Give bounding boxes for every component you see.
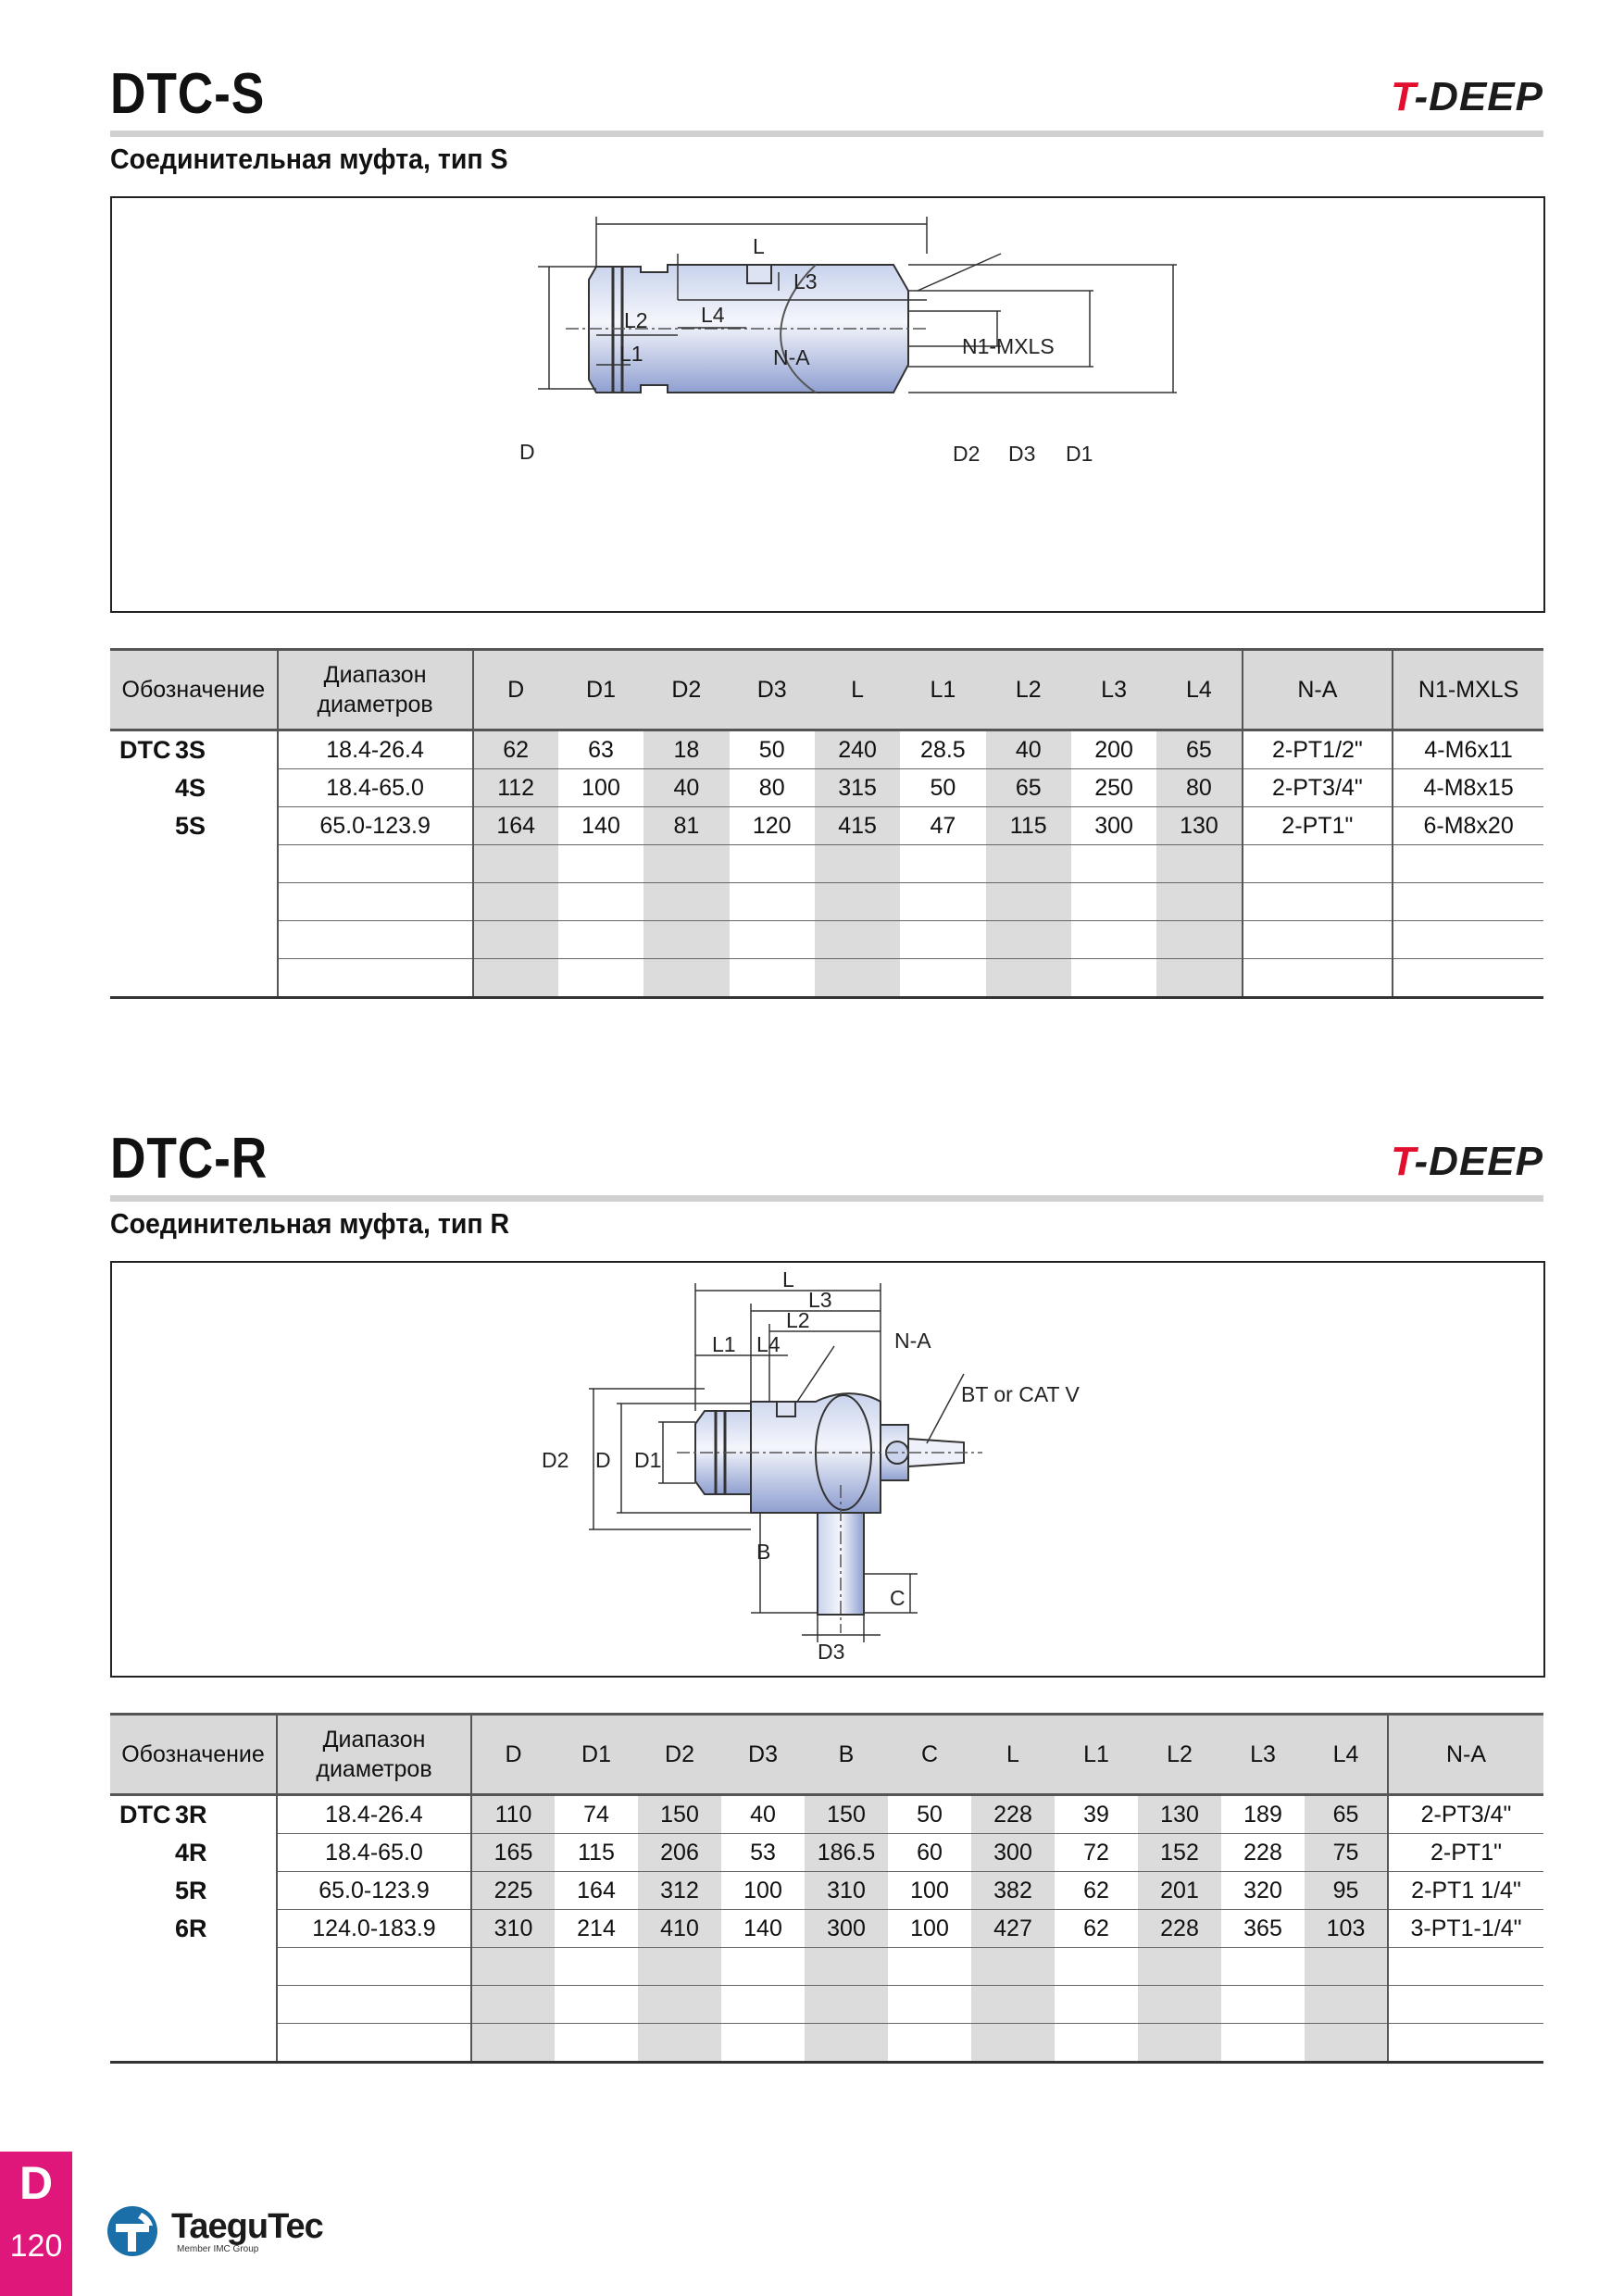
spec-table-dtc-r (110, 1713, 1543, 2064)
col-header: L1 (900, 650, 985, 730)
col-header: L3 (1221, 1715, 1305, 1795)
cell: 410 (638, 1910, 721, 1948)
cell: 62 (1055, 1910, 1138, 1948)
cell: 65 (1305, 1795, 1388, 1834)
dim-label-B: B (756, 1540, 771, 1564)
cell: 315 (815, 769, 900, 807)
cell: 3-PT1-1/4" (1388, 1910, 1543, 1948)
cell-designation: 5R (175, 1876, 207, 1904)
cell: 150 (805, 1795, 888, 1834)
cell: 63 (558, 730, 643, 769)
cell: 165 (471, 1834, 555, 1872)
section-subtitle: Соединительная муфта, тип S (110, 143, 508, 175)
dim-label-D1: D1 (1066, 442, 1093, 466)
title-rule (110, 131, 1543, 137)
cell-designation: 4R (175, 1838, 207, 1866)
cell: 130 (1156, 807, 1242, 845)
cell: 320 (1221, 1872, 1305, 1910)
cell: 300 (1071, 807, 1156, 845)
table-header-row (110, 650, 1543, 730)
cell: 18 (643, 730, 729, 769)
cell: 124.0-183.9 (277, 1910, 471, 1948)
table-row-empty (110, 1986, 1543, 2024)
table-row (110, 1795, 1543, 1834)
cell-designation: 5S (175, 811, 206, 840)
cell: 28.5 (900, 730, 985, 769)
cell: 115 (555, 1834, 638, 1872)
table-row-empty (110, 959, 1543, 998)
col-header: L2 (986, 650, 1071, 730)
dim-label-L: L (782, 1267, 794, 1292)
cell: 228 (1221, 1834, 1305, 1872)
cell: 312 (638, 1872, 721, 1910)
dim-label-L4: L4 (756, 1332, 781, 1356)
col-header: D (471, 1715, 555, 1795)
title-rule (110, 1195, 1543, 1202)
cell: 75 (1305, 1834, 1388, 1872)
company-tagline: Member IMC Group (177, 2244, 259, 2254)
cell: 74 (555, 1795, 638, 1834)
cell: 2-PT1" (1388, 1834, 1543, 1872)
table-header-row (110, 1715, 1543, 1795)
table-row-empty (110, 845, 1543, 883)
col-header: D3 (730, 650, 815, 730)
cell: 112 (473, 769, 558, 807)
col-header: L2 (1138, 1715, 1221, 1795)
table-row (110, 1834, 1543, 1872)
taegutec-emblem-icon (105, 2203, 164, 2259)
table-row-empty (110, 1948, 1543, 1986)
cell: 2-PT1" (1243, 807, 1393, 845)
series-prefix: DTC (119, 1800, 171, 1828)
cell: 80 (1156, 769, 1242, 807)
cell: 40 (721, 1795, 805, 1834)
cell: 95 (1305, 1872, 1388, 1910)
col-header: L (971, 1715, 1055, 1795)
col-header: Обозначение (110, 650, 278, 730)
cell: 18.4-26.4 (277, 1795, 471, 1834)
drawing-svg (112, 198, 1543, 611)
cell: 152 (1138, 1834, 1221, 1872)
section-tab (0, 2152, 72, 2296)
cell-designation: 6R (175, 1914, 207, 1942)
col-header: L4 (1156, 650, 1242, 730)
cell: 18.4-26.4 (278, 730, 473, 769)
cell: 18.4-65.0 (278, 769, 473, 807)
col-header: D1 (555, 1715, 638, 1795)
col-header: N-A (1243, 650, 1393, 730)
dim-label-D2: D2 (542, 1448, 569, 1472)
drawing-svg (112, 1263, 1543, 1676)
cell: 39 (1055, 1795, 1138, 1834)
cell: 6-M8x20 (1393, 807, 1543, 845)
dim-label-L1: L1 (712, 1332, 736, 1356)
cell-designation: DTC 3S (119, 735, 206, 764)
dim-label-BT: BT or CAT V (961, 1382, 1080, 1406)
table-row-empty (110, 921, 1543, 959)
company-wordmark: TaeguTec (171, 2207, 323, 2246)
cell: 240 (815, 730, 900, 769)
cell: 201 (1138, 1872, 1221, 1910)
dim-label-L3: L3 (808, 1288, 832, 1312)
cell: 415 (815, 807, 900, 845)
page-number: 120 (9, 2228, 63, 2264)
cell: 50 (730, 730, 815, 769)
table-row (110, 1910, 1543, 1948)
dim-label-L2: L2 (624, 308, 648, 332)
col-header: L (815, 650, 900, 730)
col-header: L3 (1071, 650, 1156, 730)
cell-designation: DTC 3R (119, 1800, 207, 1828)
cell: 40 (643, 769, 729, 807)
cell: 18.4-65.0 (277, 1834, 471, 1872)
cell: 164 (473, 807, 558, 845)
cell: 65.0-123.9 (278, 807, 473, 845)
table-row-empty (110, 883, 1543, 921)
series-prefix: DTC (119, 735, 171, 764)
dim-label-NA: N-A (894, 1329, 931, 1353)
cell-designation: 4S (175, 773, 206, 802)
dim-label-L2: L2 (786, 1308, 810, 1332)
cell: 103 (1305, 1910, 1388, 1948)
cell: 300 (971, 1834, 1055, 1872)
cell: 214 (555, 1910, 638, 1948)
cell: 50 (900, 769, 985, 807)
dim-label-L3: L3 (793, 269, 818, 293)
table-row-empty (110, 2024, 1543, 2063)
table-row (110, 730, 1543, 769)
cell: 2-PT3/4" (1388, 1795, 1543, 1834)
cell: 2-PT1/2" (1243, 730, 1393, 769)
cell: 4-M6x11 (1393, 730, 1543, 769)
cell: 2-PT1 1/4" (1388, 1872, 1543, 1910)
cell: 186.5 (805, 1834, 888, 1872)
technical-drawing-dtc-s (110, 196, 1545, 613)
dim-label-N1: N1-MXLS (962, 334, 1055, 358)
cell: 40 (986, 730, 1071, 769)
col-header: D3 (721, 1715, 805, 1795)
cell: 72 (1055, 1834, 1138, 1872)
cell: 164 (555, 1872, 638, 1910)
cell: 110 (471, 1795, 555, 1834)
col-header: N-A (1388, 1715, 1543, 1795)
cell: 115 (986, 807, 1071, 845)
dim-label-D2: D2 (953, 442, 981, 466)
dim-label-D: D (595, 1448, 611, 1472)
col-header: Диапазон диаметров (278, 650, 473, 730)
cell: 65.0-123.9 (277, 1872, 471, 1910)
cell: 140 (558, 807, 643, 845)
cell: 65 (1156, 730, 1242, 769)
col-header: D (473, 650, 558, 730)
col-header: D1 (558, 650, 643, 730)
company-logo (105, 2203, 323, 2259)
cell: 100 (888, 1910, 971, 1948)
brand-logo: T-DEEP (1391, 74, 1543, 119)
dim-label-L: L (753, 234, 765, 258)
col-header: N1-MXLS (1393, 650, 1543, 730)
table-row (110, 769, 1543, 807)
col-header: Обозначение (110, 1715, 277, 1795)
spec-table-dtc-s (110, 648, 1543, 999)
cell: 62 (1055, 1872, 1138, 1910)
technical-drawing-dtc-r (110, 1261, 1545, 1678)
col-header: L1 (1055, 1715, 1138, 1795)
cell: 81 (643, 807, 729, 845)
cell: 206 (638, 1834, 721, 1872)
col-header: Диапазон диаметров (277, 1715, 471, 1795)
cell: 50 (888, 1795, 971, 1834)
table-row (110, 1872, 1543, 1910)
dim-label-C: C (890, 1586, 906, 1610)
cell: 250 (1071, 769, 1156, 807)
cell: 140 (721, 1910, 805, 1948)
section-letter: D (19, 2157, 54, 2209)
dim-label-L1: L1 (619, 342, 643, 366)
dim-label-D3: D3 (1008, 442, 1036, 466)
cell: 300 (805, 1910, 888, 1948)
cell: 228 (1138, 1910, 1221, 1948)
cell: 228 (971, 1795, 1055, 1834)
cell: 150 (638, 1795, 721, 1834)
cell: 427 (971, 1910, 1055, 1948)
cell: 382 (971, 1872, 1055, 1910)
col-header: C (888, 1715, 971, 1795)
cell: 189 (1221, 1795, 1305, 1834)
cell: 310 (805, 1872, 888, 1910)
cell: 47 (900, 807, 985, 845)
section-subtitle: Соединительная муфта, тип R (110, 1207, 510, 1240)
brand-logo: T-DEEP (1391, 1139, 1543, 1184)
table-row (110, 807, 1543, 845)
dim-label-NA: N-A (773, 345, 810, 369)
cell: 130 (1138, 1795, 1221, 1834)
cell: 62 (473, 730, 558, 769)
cell: 310 (471, 1910, 555, 1948)
dim-label-D: D (519, 440, 535, 464)
cell: 100 (721, 1872, 805, 1910)
dim-label-D1: D1 (634, 1448, 662, 1472)
cell: 100 (558, 769, 643, 807)
col-header: B (805, 1715, 888, 1795)
cell: 100 (888, 1872, 971, 1910)
col-header: L4 (1305, 1715, 1388, 1795)
dim-label-D3: D3 (818, 1640, 845, 1664)
cell: 365 (1221, 1910, 1305, 1948)
section-title: DTC-S (110, 62, 266, 126)
col-header: D2 (638, 1715, 721, 1795)
cell: 53 (721, 1834, 805, 1872)
dim-label-L4: L4 (701, 303, 725, 327)
cell: 4-M8x15 (1393, 769, 1543, 807)
section-title: DTC-R (110, 1127, 269, 1191)
cell: 120 (730, 807, 815, 845)
cell: 80 (730, 769, 815, 807)
cell: 65 (986, 769, 1071, 807)
cell: 60 (888, 1834, 971, 1872)
col-header: D2 (643, 650, 729, 730)
cell: 200 (1071, 730, 1156, 769)
cell: 225 (471, 1872, 555, 1910)
cell: 2-PT3/4" (1243, 769, 1393, 807)
